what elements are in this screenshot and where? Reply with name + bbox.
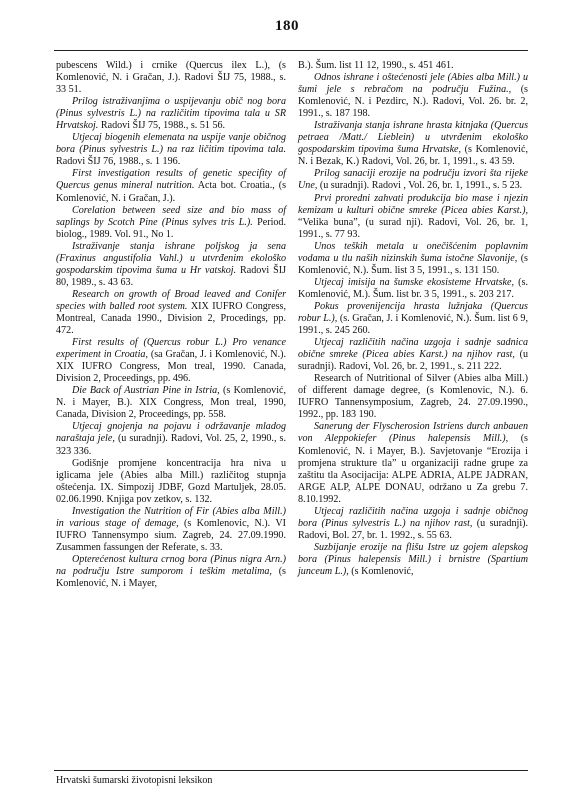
bibliography-entry	[56, 458, 286, 506]
entry-title: Sanerung der Flyscherosion Istriens durch anbauen von Aleppokiefer (Pinus halepensis Mill.),	[298, 421, 528, 445]
entry-title: Prvi proredni zahvati produkcija bio mase i njezin kemizam u kulturi obične smreke (Picea abies Karst.),	[298, 192, 528, 216]
bibliography-entry	[298, 72, 528, 120]
bibliography-entry	[56, 385, 286, 421]
bibliography-entry	[298, 301, 528, 337]
entry-title: Prilog sanaciji erozije na području izvori šta rijeke Une,	[298, 168, 528, 192]
bibliography-entry	[56, 554, 286, 590]
entry-details: (u suradnji). Radovi , Vol. 26, br. 1, 1991., s. 5 23.	[317, 180, 523, 192]
entry-title: Prilog istraživanjima o uspijevanju obič nog bora (Pinus sylvestris L.) na različitim tipovima tala u SR Hrvatskoj.	[56, 96, 286, 132]
entry-details: (s. Gračan, J. i Komlenović, N.). Šum. list 6 9, 1991., s. 245 260.	[298, 312, 529, 337]
entry-details: (s Komlenović, N. i Mayer,	[56, 565, 286, 590]
bibliography-entry	[298, 193, 528, 241]
bibliography-entry	[56, 132, 286, 168]
entry-title: Utjecaj biogenih elemenata na uspije vanje običnog bora (Pinus sylvestris L.) na raz ličitim tipovima tala.	[56, 132, 286, 156]
bibliography-entry	[298, 542, 528, 578]
entry-title: Corelation between seed size and bio mass of saplings by Scotch Pine (Pinus sylves tris L.).	[56, 204, 286, 228]
entry-details: Godišnje promjene koncentracija hra niva u iglicama jele (Abies alba Mill.) različitog stupnja oštećenja. IX. Simpozij JDBF, Gozd Martuljek, 28.05. 02.06.1990. Knjiga pov zetkov, s. 132.	[56, 457, 286, 505]
bibliography-entry	[56, 506, 286, 554]
entry-title: Utjecaj gnojenja na pojavu i održavanje mladog naraštaja jele,	[56, 421, 286, 445]
footer-rule	[54, 770, 528, 771]
bibliography-entry	[56, 337, 286, 385]
entry-details: (u suradnji). Radovi, Bol. 27, br. 1. 1992., s. 55 63.	[298, 517, 529, 541]
entry-title: First investigation results of genetic specifity of Quercus genus mineral nutrition.	[56, 168, 286, 192]
entry-title: Odnos ishrane i oštećenosti jele (Abies alba Mill.) u šumi jele s rebračom na području Fužina.,	[298, 72, 528, 96]
bibliography-entry	[56, 289, 286, 337]
entry-details: “Velika buna”, (u surad nji). Radovi, Vol. 26, br. 1, 1991., s. 77 93.	[298, 216, 528, 240]
bibliography-entry	[298, 506, 528, 542]
entry-details: Acta bot. Croatia., (s Komlenović, N. i Gračan, J.).	[56, 180, 286, 204]
entry-title: Die Back of Austrian Pine in Istria,	[72, 385, 220, 397]
entry-details: (s Komlenović, N. i Mayer, B.). XIX Congress, Mon treal, 1990, Canada, Division 2, Proceedings, pp. 558.	[56, 385, 286, 421]
text-columns	[56, 60, 528, 768]
entry-title: Research on growth of Broad leaved and Conifer species with balled root system.	[56, 288, 286, 312]
entry-title: Suzbijanje erozije na flišu Istre uz gojem alepskog bora (Pinus halepensis Mill.) i brnistre (Spartium junceum L.),	[298, 541, 528, 577]
entry-details: (s Komlenović, N.). Šum. list 3 5, 1991., s. 131 150.	[298, 252, 528, 276]
entry-details: (s Komlenović, N. i Mayer, B.). Savjetovanje “Erozija i promjena strukture tla” u organizaciji radne grupe za zaštitu tla Asocijacija: ALPE ADRIA, ALPE JADRAN, ARGE ALP, ALPE DONAU, održano u Za grebu 7. 8.10.1992.	[298, 433, 528, 505]
entry-details: (s Komlenović, N. i Bezak, K.) Radovi, Vol. 26, br. 1, 1991., s. 43 59.	[298, 144, 528, 168]
bibliography-entry	[56, 421, 286, 457]
bibliography-entry	[298, 337, 528, 373]
entry-title: Utjecaj različitih načina uzgoja i sadnje običnog bora (Pinus sylvestris L.) na njihov rast,	[298, 505, 528, 529]
bibliography-entry	[56, 60, 286, 96]
entry-title: First results of (Quercus robur L.) Pro venance experiment in Croatia,	[56, 337, 286, 361]
entry-title: Istraživanje stanja ishrane poljskog ja sena (Fraxinus angustifolia Vahl.) u utvrđenim ekološko gospodarskim tipovima šuma u Hr vatskoj.	[56, 240, 286, 276]
entry-details: (s Komlenovic, N.). VI IUFRO Tannensympo sium. Zagreb, 24. 27.09.1990. Zusammen fassungen der Referate, s. 33.	[56, 517, 286, 553]
bibliography-entry	[298, 120, 528, 168]
bibliography-entry	[298, 60, 528, 72]
entry-title: Unos teških metala u onečišćenim poplavnim vodama u tlu naših nizinskih šuma istočne Slavonije,	[298, 240, 528, 264]
bibliography-entry	[298, 421, 528, 505]
left-column	[56, 60, 286, 768]
entry-title: Utjecaj različitih načina uzgoja i sadnje sadnica obične smreke (Picea abies Karst.) na njihov rast,	[298, 337, 528, 361]
entry-details: (s. Komlenović, M.). Šum. list br. 3 5, 1991., s. 203 217.	[298, 276, 528, 300]
bibliography-entry	[298, 373, 528, 421]
bibliography-entry	[56, 96, 286, 132]
entry-title: Utjecaj imisija na šumske ekosisteme Hrvatske,	[314, 276, 514, 288]
entry-details: (s Komlenović,	[348, 565, 414, 577]
entry-title: Opterećenost kultura crnog bora (Pinus nigra Arn.) na području Istre sumporom i teškim metalima,	[56, 553, 286, 577]
bibliography-entry	[298, 168, 528, 192]
entry-title: Pokus provenijencija hrasta lužnjaka (Quercus robur L.),	[298, 300, 528, 324]
right-column	[298, 60, 528, 768]
entry-details: (sa Gračan, J. i Komlenović, N.). XIX IUFRO Congress, Mon treal, 1990. Canada, Division 2, Proceedings, pp. 496.	[56, 349, 286, 385]
entry-details: (u suradnji). Radovi, Vol. 26, br. 2, 1991., s. 211 222.	[298, 349, 528, 373]
footer-text: Hrvatski šumarski životopisni leksikon	[56, 775, 213, 786]
header-rule	[54, 50, 528, 51]
entry-details: (s Komlenović, N. i Pezdirc, N.). Radovi, Vol. 26. br. 2, 1991., s. 187 198.	[298, 84, 528, 120]
entry-details: Research of Nutritional of Silver (Abies alba Mill.) of different damage degree, (s Komlenovic, N.). 6. IUFRO Tannensymposium, Zagreb, 24. 27.09.1990., 1992., pp. 183 190.	[298, 373, 528, 421]
entry-details: Period. biolog., 1989. Vol. 91., No 1.	[56, 216, 286, 240]
bibliography-entry	[56, 205, 286, 241]
entry-details: XIX IUFRO Congress, Montreal, Canada 1990., Division 2, Procedings, pp. 472.	[56, 300, 287, 337]
entry-details: Radovi ŠIJ 76, 1988., s. 1 196.	[56, 156, 181, 168]
bibliography-entry	[56, 168, 286, 204]
entry-details: B.). Šum. list 11 12, 1990., s. 451 461.	[298, 60, 454, 71]
bibliography-entry	[56, 241, 286, 289]
entry-title: Investigation the Nutrition of Fir (Abies alba Mill.) in various stage of demage,	[56, 505, 286, 529]
entry-details: Radovi ŠIJ 75, 1988., s. 51 56.	[98, 120, 226, 132]
bibliography-entry	[298, 241, 528, 277]
entry-details: pubescens Wild.) i crnike (Quercus ilex L.), (s Komlenović, N. i Gračan, J.). Radovi ŠIJ 75, 1988., s. 33 51.	[56, 60, 286, 96]
entry-details: (u suradnji). Radovi, Vol. 25, 2, 1990., s. 323 336.	[56, 433, 286, 457]
entry-details: Radovi ŠIJ 80, 1989., s. 43 63.	[56, 264, 286, 288]
entry-title: Istraživanja stanja ishrane hrasta kitnjaka (Quercus petraea /Matt./ Lieblein) u utvrđenim ekološko gospodarskim tipovima šuma Hrvatske,	[298, 120, 528, 156]
bibliography-entry	[298, 277, 528, 301]
page-number: 180	[275, 18, 299, 34]
